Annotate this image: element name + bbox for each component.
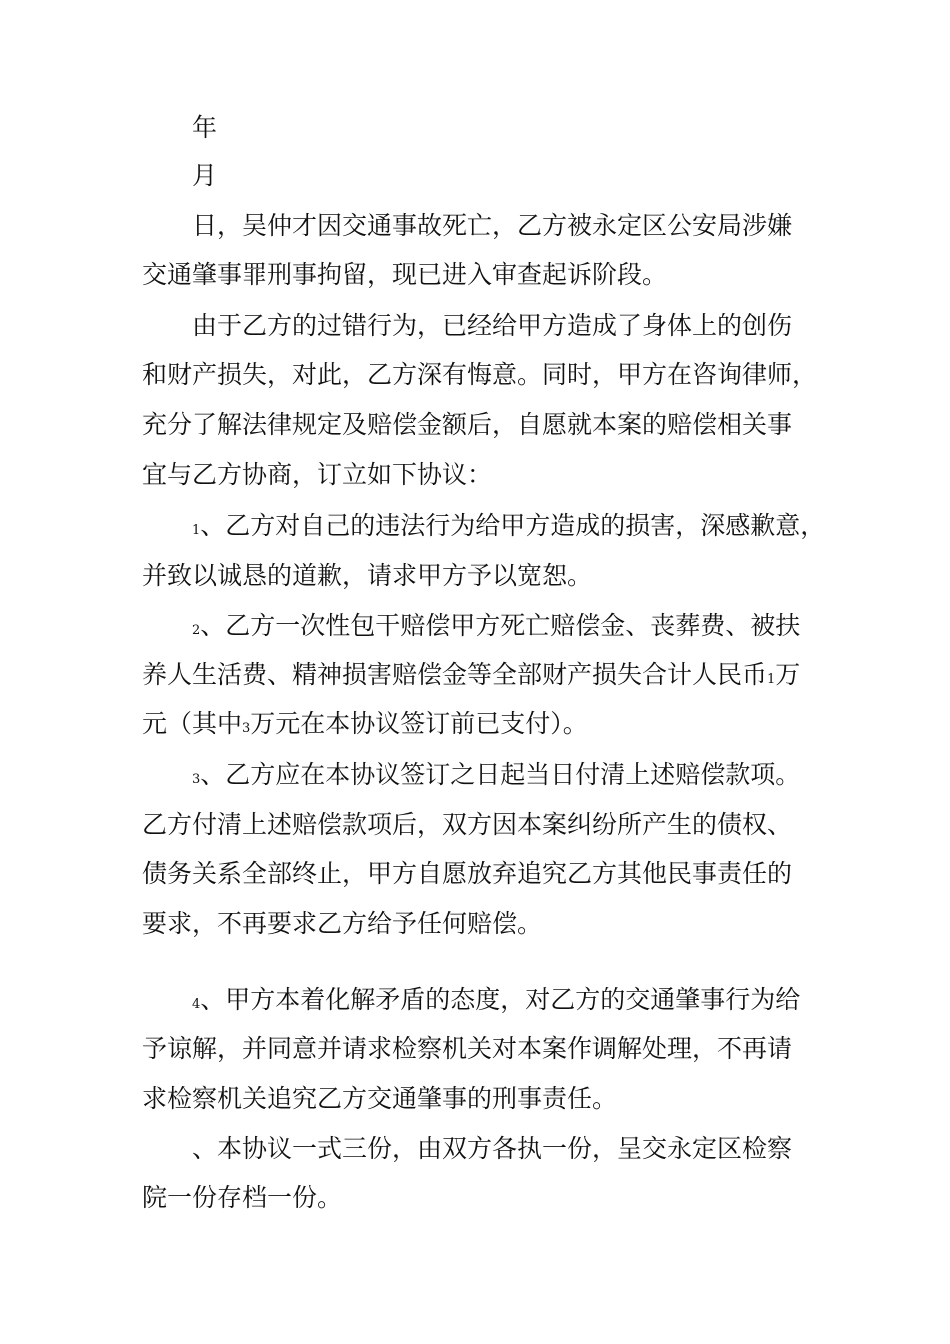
text-line	[142, 810, 792, 840]
text-line	[142, 660, 800, 695]
text-line	[192, 161, 217, 191]
line-text: 充分了解法律规定及赔偿金额后，自愿就本案的赔偿相关事	[142, 410, 793, 439]
line-text: 交通肇事罪刑事拘留，现已进入审查起诉阶段。	[142, 260, 668, 289]
clause-number: 1	[192, 523, 201, 538]
amount-number: 1	[767, 672, 776, 687]
line-text: 债务关系全部终止，甲方自愿放弃追究乙方其他民事责任的	[142, 859, 793, 888]
line-text: 院一份存档一份。	[142, 1183, 343, 1212]
line-text: 由于乙方的过错行为，已经给甲方造成了身体上的创伤	[192, 311, 793, 340]
clause-2-line	[192, 611, 800, 646]
text-line	[142, 1183, 342, 1213]
line-text: 乙方付清上述赔偿款项后，双方因本案纠纷所产生的债权、	[142, 810, 793, 839]
line-text: 元（其中	[142, 709, 243, 738]
line-text: 、乙方对自己的违法行为给甲方造成的损害，深感歉意，	[200, 511, 826, 540]
text-line	[142, 561, 592, 591]
text-line	[142, 859, 792, 889]
amount-number: 3	[242, 721, 251, 736]
text-line	[142, 260, 667, 290]
text-line	[142, 460, 492, 490]
text-line	[142, 1084, 617, 1114]
line-text: 养人生活费、精神损害赔偿金等全部财产损失合计人民币	[142, 660, 768, 689]
line-text: 、本协议一式三份，由双方各执一份，呈交永定区检察	[192, 1134, 793, 1163]
clause-number: 4	[192, 997, 201, 1012]
line-text: 、乙方应在本协议签订之日起当日付清上述赔偿款项。	[200, 760, 801, 789]
clause-3-line	[192, 760, 800, 795]
clause-1-line	[192, 511, 825, 546]
text-line	[192, 113, 217, 143]
clause-number: 3	[192, 772, 201, 787]
line-text: 和财产损失，对此，乙方深有悔意。同时，甲方在咨询律师，	[142, 360, 818, 389]
line-text: 、甲方本着化解矛盾的态度，对乙方的交通肇事行为给	[200, 985, 801, 1014]
line-text: 要求，不再要求乙方给予任何赔偿。	[142, 909, 543, 938]
clause-4-line	[192, 985, 800, 1020]
line-text: 万	[775, 660, 801, 689]
text-line	[192, 211, 792, 241]
line-text: 日，吴仲才因交通事故死亡，乙方被永定区公安局涉嫌	[192, 211, 793, 240]
text-line	[142, 360, 817, 390]
line-text: 、乙方一次性包干赔偿甲方死亡赔偿金、丧葬费、被扶	[200, 611, 801, 640]
text-line	[142, 709, 588, 744]
text-line	[142, 909, 542, 939]
line-text: 予谅解，并同意并请求检察机关对本案作调解处理，不再请	[142, 1034, 793, 1063]
clause-number: 2	[192, 623, 201, 638]
line-text: 万元在本协议签订前已支付）。	[250, 709, 588, 738]
text-line	[192, 311, 792, 341]
line-text: 宜与乙方协商，订立如下协议：	[142, 460, 493, 489]
line-text: 年	[192, 113, 218, 142]
line-text: 并致以诚恳的道歉，请求甲方予以宽恕。	[142, 561, 593, 590]
text-line	[142, 410, 792, 440]
text-line	[142, 1034, 792, 1064]
line-text: 月	[192, 161, 218, 190]
line-text: 求检察机关追究乙方交通肇事的刑事责任。	[142, 1084, 618, 1113]
clause-5-line	[192, 1134, 792, 1164]
